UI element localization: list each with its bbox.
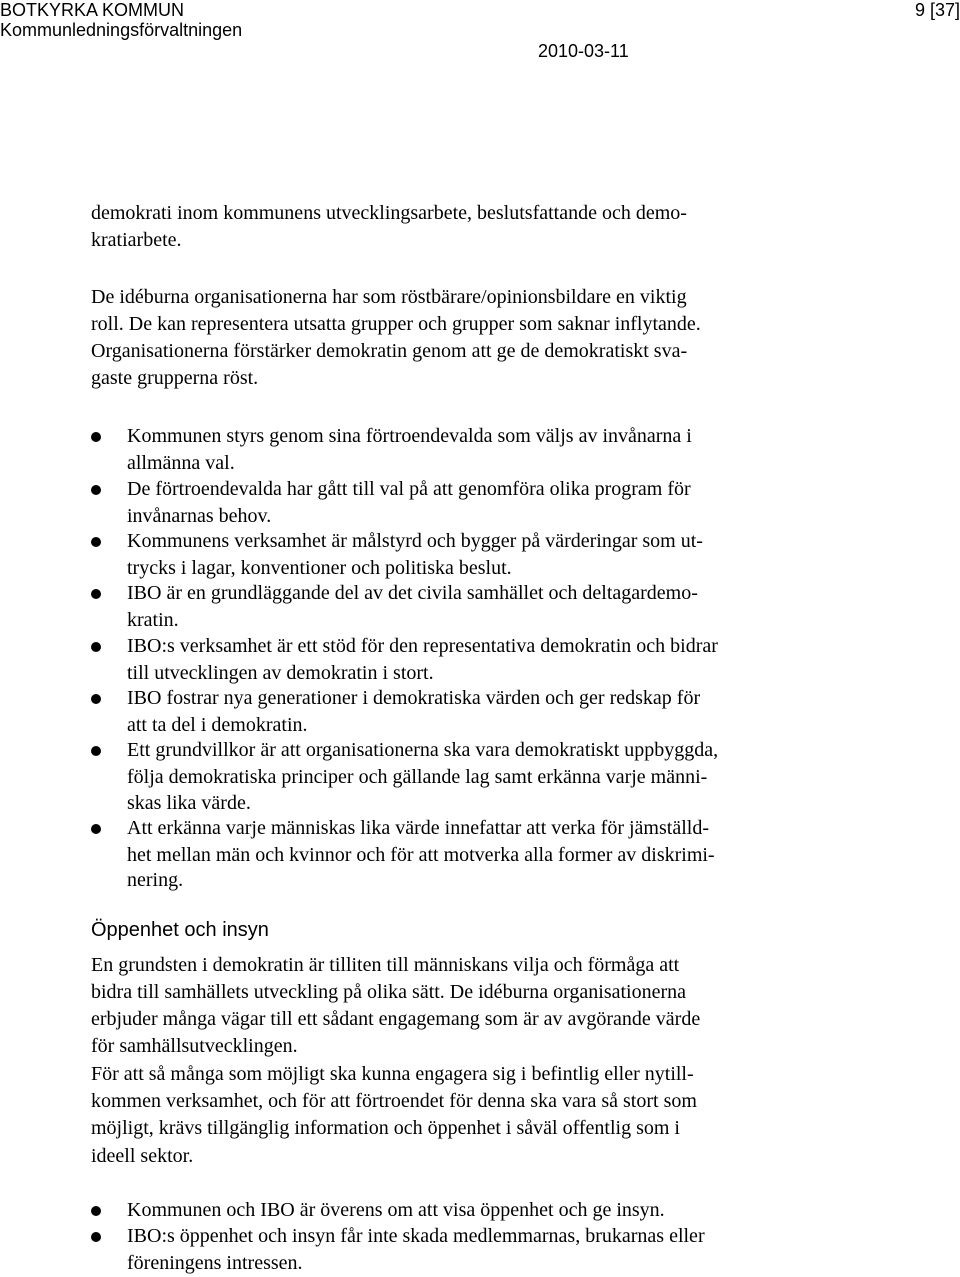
bullet-icon [91, 589, 101, 599]
list-item-line: het mellan män och kvinnor och för att motverka alla former av diskrimi- [127, 844, 715, 866]
list-item-line: Kommunen och IBO är överens om att visa öppenhet och ge insyn. [127, 1199, 665, 1221]
list-item-line: Att erkänna varje människas lika värde innefattar att verka för jämställd- [127, 817, 709, 839]
section-heading: Öppenhet och insyn [91, 919, 269, 941]
list-item-line: nering. [127, 869, 184, 891]
paragraph-line: Organisationerna förstärker demokratin genom att ge de demokratiskt sva- [91, 340, 688, 362]
list-item-line: till utvecklingen av demokratin i stort. [127, 662, 434, 684]
paragraph-line: För att så många som möjligt ska kunna engagera sig i befintlig eller nytill- [91, 1063, 694, 1085]
bullet-icon [91, 642, 101, 652]
bullet-icon [91, 432, 101, 442]
organization-name: BOTKYRKA KOMMUN [0, 0, 185, 20]
list-item-line: invånarnas behov. [127, 505, 272, 527]
bullet-icon [91, 1232, 101, 1242]
bullet-icon [91, 485, 101, 495]
list-item-line: IBO fostrar nya generationer i demokratiska värden och ger redskap för [127, 687, 701, 709]
page-number: 9 [37] [914, 0, 960, 20]
paragraph-line: kommen verksamhet, och för att förtroendet för denna ska vara så stort som [91, 1090, 697, 1112]
paragraph-line: erbjuder många vägar till ett sådant engagemang som är av avgörande värde [91, 1008, 701, 1030]
paragraph-line: för samhällsutvecklingen. [91, 1035, 298, 1057]
bullet-icon [91, 537, 101, 547]
bullet-icon [91, 824, 101, 834]
list-item-line: IBO:s öppenhet och insyn får inte skada medlemmarnas, brukarnas eller [127, 1225, 705, 1247]
list-item-line: De förtroendevalda har gått till val på att genomföra olika program för [127, 478, 691, 500]
paragraph-line: möjligt, krävs tillgänglig information och öppenhet i såväl offentlig som i [91, 1117, 680, 1139]
paragraph-line: demokrati inom kommunens utvecklingsarbete, beslutsfattande och demo- [91, 202, 687, 224]
document-date: 2010-03-11 [538, 41, 629, 61]
list-item-line: IBO är en grundläggande del av det civila samhället och deltagardemo- [127, 582, 698, 604]
list-item-line: kratin. [127, 609, 179, 631]
paragraph-line: bidra till samhällets utveckling på olika sätt. De idéburna organisationerna [91, 981, 687, 1003]
bullet-icon [91, 746, 101, 756]
paragraph-line: En grundsten i demokratin är tilliten till människans vilja och förmåga att [91, 954, 680, 976]
list-item-line: Ett grundvillkor är att organisationerna ska vara demokratiskt uppbyggda, [127, 739, 719, 761]
paragraph-line: ideell sektor. [91, 1145, 194, 1167]
department-name: Kommunledningsförvaltningen [0, 20, 243, 40]
list-item-line: skas lika värde. [127, 792, 251, 814]
paragraph-line: roll. De kan representera utsatta grupper och grupper som saknar inflytande. [91, 313, 701, 335]
list-item-line: föreningens intressen. [127, 1252, 303, 1274]
bullet-icon [91, 694, 101, 704]
paragraph-line: De idéburna organisationerna har som röstbärare/opinionsbildare en viktig [91, 286, 687, 308]
list-item-line: Kommunens verksamhet är målstyrd och bygger på värderingar som ut- [127, 530, 703, 552]
list-item-line: IBO:s verksamhet är ett stöd för den representativa demokratin och bidrar [127, 635, 718, 657]
bullet-icon [91, 1206, 101, 1216]
list-item-line: trycks i lagar, konventioner och politiska beslut. [127, 557, 512, 579]
list-item-line: allmänna val. [127, 452, 235, 474]
paragraph-line: kratiarbete. [91, 229, 182, 251]
list-item-line: följa demokratiska principer och gällande lag samt erkänna varje männi- [127, 766, 708, 788]
list-item-line: att ta del i demokratin. [127, 714, 308, 736]
paragraph-line: gaste grupperna röst. [91, 367, 259, 389]
list-item-line: Kommunen styrs genom sina förtroendevalda som väljs av invånarna i [127, 425, 692, 447]
